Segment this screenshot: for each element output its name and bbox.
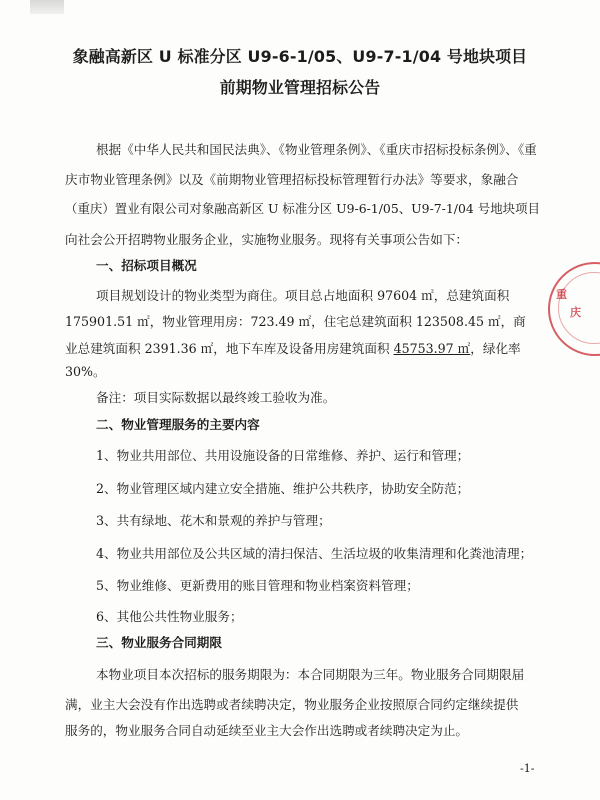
intro-line-4: 向社会公开招聘物业服务企业，实施物业服务。现将有关事项公告如下： [65,232,468,247]
section-1-line-1: 项目规划设计的物业类型为商住。项目总占地面积 97604 ㎡，总建筑面积 [96,288,510,303]
section-3-line-3: 服务的，物业服务合同自动延续至业主大会作出选聘或者续聘决定为止。 [65,723,468,738]
section-2-item-5: 5、物业维修、更新费用的账目管理和物业档案资料管理； [96,578,419,593]
underlined-area: 45753.97 ㎡ [393,341,471,356]
section-1-line-3 [65,338,521,357]
section-2-item-6: 6、其他公共性物业服务； [96,609,243,624]
intro-line-1: 根据《中华人民共和国民法典》、《物业管理条例》、《重庆市招标投标条例》、《重 [96,142,537,157]
section-3-heading: 三、物业服务合同期限 [96,635,222,650]
section-2-heading: 二、物业管理服务的主要内容 [96,417,260,432]
section-1-line-3-pre: 业总建筑面积 2391.36 ㎡，地下车库及设备用房建筑面积 [65,341,394,356]
title-line-2: 前期物业管理招标公告 [219,78,381,97]
seal-glyph: 重 [556,288,567,301]
section-2-item-3: 3、共有绿地、花木和景观的养护与管理； [96,513,331,528]
intro-line-3: （重庆）置业有限公司对象融高新区 U 标准分区 U9-6-1/05、U9-7-1/04 号地块项目 [65,201,540,216]
section-1-note: 备注：项目实际数据以最终竣工验收为准。 [96,390,336,405]
intro-line-2: 庆市物业管理条例》以及《前期物业管理招标投标管理暂行办法》等要求，象融合 [65,172,519,187]
section-2-item-2: 2、物业管理区域内建立安全措施、维护公共秩序，协助安全防范； [96,481,470,496]
section-1-line-2: 175901.51 ㎡，物业管理用房：723.49 ㎡，住宅总建筑面积 123508.45 ㎡，商 [65,314,526,329]
seal-glyph: 庆 [570,306,581,319]
section-2-item-4: 4、物业共用部位及公共区域的清扫保洁、生活垃圾的收集清理和化粪池清理； [96,546,533,561]
scan-corner-mark [30,0,64,14]
section-1-line-4: 30%。 [65,364,106,379]
section-2-item-1: 1、物业共用部位、共用设施设备的日常维修、养护、运行和管理； [96,448,470,463]
page-number: -1- [520,762,535,775]
section-3-line-1: 本物业项目本次招标的服务期限为：本合同期限为三年。物业服务合同期限届 [96,667,525,682]
section-3-line-2: 满，业主大会没有作出选聘或者续聘决定，物业服务企业按照原合同约定继续提供 [65,697,519,712]
red-seal-stamp [548,262,600,356]
title-line-1: 象融高新区 U 标准分区 U9-6-1/05、U9-7-1/04 号地块项目 [72,47,528,66]
section-1-heading: 一、招标项目概况 [96,258,197,273]
section-1-line-3-post: ，绿化率 [470,341,521,356]
